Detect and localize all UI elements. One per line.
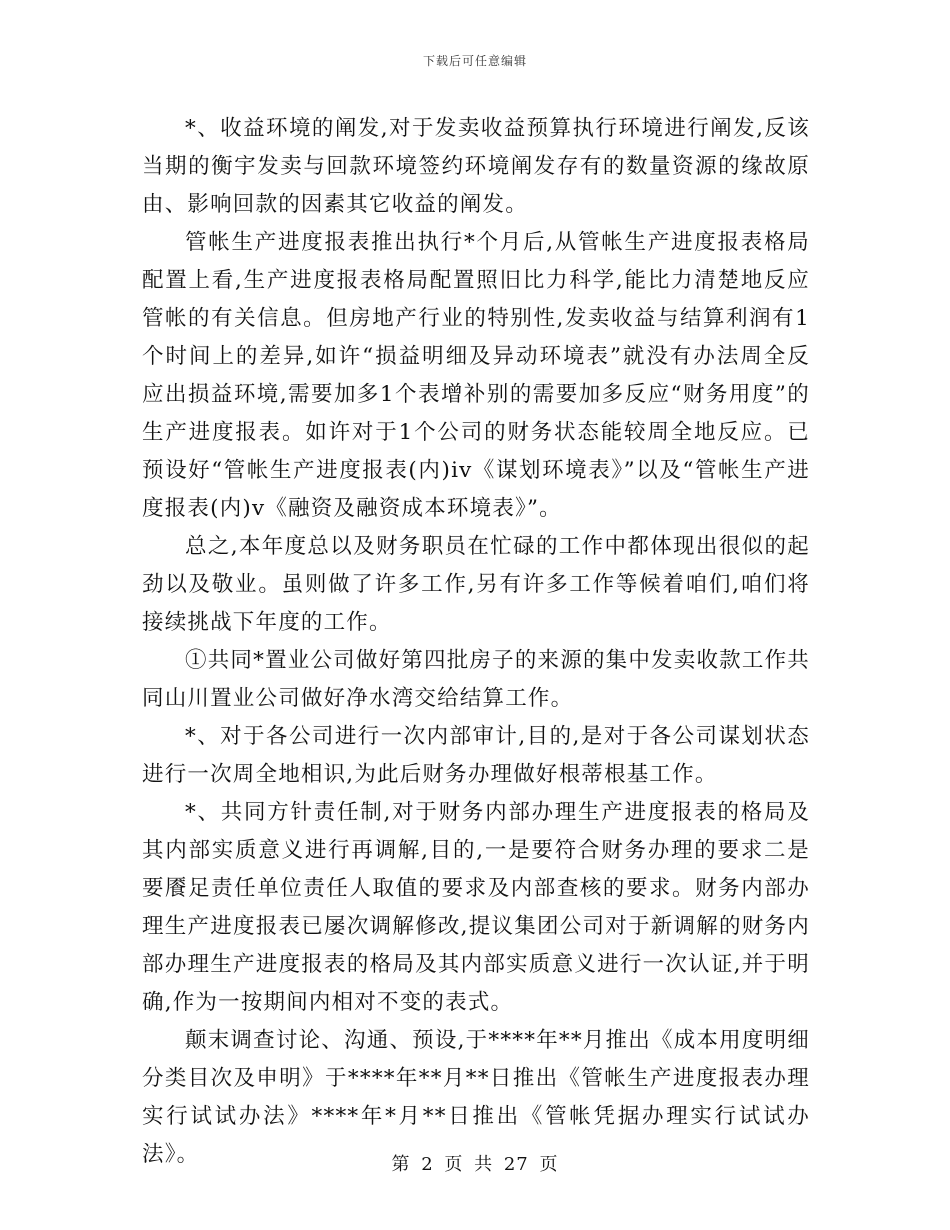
paragraph-task-audit: *、对于各公司进行一次内部审计,目的,是对于各公司谋划状态进行一次周全地相识,为此后财务办理做好根蒂根基工作。 [142,724,810,787]
page-header-note: 下载后可任意编辑 [422,54,527,68]
paragraph-report-format: 管帐生产进度报表推出执行*个月后,从管帐生产进度报表格局配置上看,生产进度报表格局配置照旧比力科学,能比力清楚地反应管帐的有关信息。但房地产行业的特别性,发卖收益与结算利润有1个时间上的差异,如许“损益明细及异动环境表”就没有办法周全反应出损益环境,需要加多1个表增补别的需要加多反应“财务用度”的生产进度报表。如许对于1个公司的财务状态能较周全地反应。已预设好“管帐生产进度报表(内)iv《谋划环境表》”以及“管帐生产进度报表(内)v《融资及融资成本环境表》”。 [142,230,810,521]
paragraph-summary: 总之,本年度总以及财务职员在忙碌的工作中都体现出很似的起劲以及敬业。虽则做了许多工作,另有许多工作等候着咱们,咱们将接续挑战下年度的工作。 [142,534,810,635]
page-number: 第 2 页 共 27 页 [391,1154,559,1175]
paragraph-task-1: ①共同*置业公司做好第四批房子的来源的集中发卖收款工作共同山川置业公司做好净水湾交给结算工作。 [142,648,810,711]
paragraph-research-results: 颠末调查讨论、沟通、预设,于****年**月推出《成本用度明细分类目次及申明》于****年**月**日推出《管帐生产进度报表办理实行试试办法》****年*月**日推出《管帐凭据办理实行试试办法》。 [142,1028,810,1167]
paragraph-task-responsibility: *、共同方针责任制,对于财务内部办理生产进度报表的格局及其内部实质意义进行再调解,目的,一是要符合财务办理的要求二是要餍足责任单位责任人取值的要求及内部查核的要求。财务内部办理生产进度报表已屡次调解修改,提议集团公司对于新调解的财务内部办理生产进度报表的格局及其内部实质意义进行一次认证,并于明确,作为一按期间内相对不变的表式。 [142,800,810,1015]
paragraph-income-analysis: *、收益环境的阐发,对于发卖收益预算执行环境进行阐发,反该当期的衡宇发卖与回款环境签约环境阐发存有的数量资源的缘故原由、影响回款的因素其它收益的阐发。 [142,116,810,217]
document-body [142,110,810,1174]
